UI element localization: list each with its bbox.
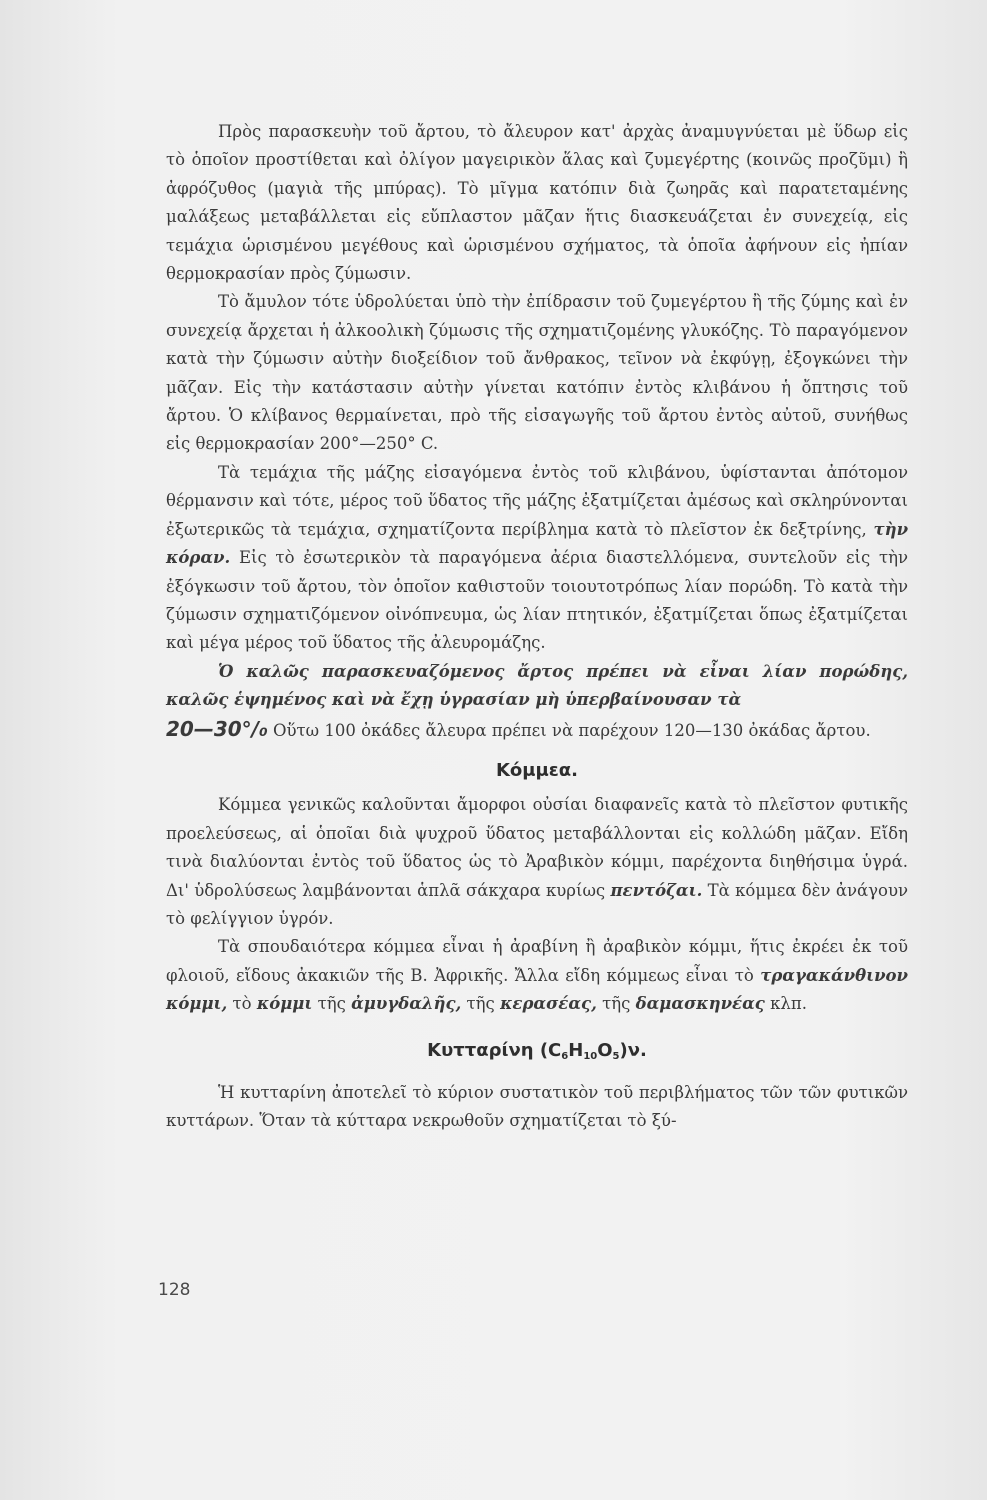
emphasis-tragakanth: τραγακάνθινον κόμμι, — [166, 965, 909, 1014]
cellulose-heading-suffix: )ν. — [619, 1039, 647, 1061]
paragraph-starch-fermentation: Τὸ ἄμυλον τότε ὑδρολύεται ὑπὸ τὴν ἐπίδρασιν τοῦ ζυμεγέρτου ἢ τῆς ζύμης καὶ ἐν συνεχείᾳ ἄρχεται ἡ ἀλκοολικὴ ζύμωσις τῆς σχηματιζομένης γλυκόζης. Τὸ παραγόμενον κατὰ τὴν ζύμωσιν αὐτὴν διοξείδιον τοῦ ἄνθρακος, τεῖνον νὰ ἐκφύγῃ, ἐξογκώνει τὴν μᾶζαν. Εἰς τὴν κατάστασιν αὐτὴν γίνεται κατόπιν ἐντὸς κλιβάνου ἡ ὄπτησις τοῦ ἄρτου. Ὁ κλίβανος θερμαίνεται, πρὸ τῆς εἰσαγωγῆς τοῦ ἄρτου ἐντὸς αὐτοῦ, συνήθως εἰς θερμοκρασίαν 200°—250° C. — [166, 292, 908, 454]
kommea-types-text: Τὰ σπουδαιότερα κόμμεα εἶναι ἡ ἀραβίνη ἢ ἀραβικὸν κόμμι, ἥτις ἐκρέει ἐκ τοῦ φλοιοῦ, εἴδους ἀκακιῶν τῆς Β. Ἀφρικῆς. Ἄλλα εἴδη κόμμεως εἶναι τὸ — [166, 937, 908, 985]
page-number: 128 — [158, 1280, 191, 1300]
kommea-mid-3: τῆς — [466, 994, 495, 1014]
kommea-end: κλπ. — [770, 994, 807, 1014]
cellulose-sub-h: 10 — [583, 1050, 598, 1062]
cellulose-heading-h: H — [568, 1039, 584, 1061]
emphasis-moisture-range: 20—30°/₀ — [166, 716, 268, 741]
emphasis-plum: δαμασκηνέας — [635, 994, 765, 1014]
paragraph-kommea-types — [166, 933, 908, 1018]
emphasis-good-bread: Ὁ καλῶς παρασκευαζόμενος ἄρτος πρέπει νὰ εἶναι λίαν πορώδης, καλῶς ἑψημένος καὶ νὰ ἔχῃ ὑγρασίαν μὴ ὑπερβαίνουσαν τὰ — [166, 661, 908, 710]
section-heading-kommea: Κόμμεα. — [495, 759, 579, 781]
paragraph-bread-prep: Πρὸς παρασκευὴν τοῦ ἄρτου, τὸ ἄλευρον κατ' ἀρχὰς ἀναμυγνύεται μὲ ὕδωρ εἰς τὸ ὁποῖον προστίθεται καὶ ὀλίγον μαγειρικὸν ἅλας καὶ ζυμεγέρτης (κοινῶς προζῦμι) ἢ ἀφρόζυθος (μαγιὰ τῆς μπύρας). Τὸ μῖγμα κατόπιν διὰ ζωηρᾶς καὶ παρατεταμένης μαλάξεως μεταβάλλεται εἰς εὔπλαστον μᾶζαν ἥτις διασκευάζεται ἐν συνεχείᾳ, εἰς τεμάχια ὡρισμένου μεγέθους καὶ ὡρισμένου σχήματος, τὰ ὁποῖα ἀφήνουν εἰς ἠπίαν θερμοκρασίαν πρὸς ζύμωσιν. — [166, 122, 908, 284]
paragraph-oven-text-b: Εἰς τὸ ἐσωτερικὸν τὰ παραγόμενα ἀέρια διαστελλόμενα, συντελοῦν εἰς τὴν ἐξόγκωσιν τοῦ ἄρτου, τὸν ὁποῖον καθιστοῦν τοιουτοτρόπως λίαν πορώδη. Τὸ κατὰ τὴν ζύμωσιν σχηματιζόμενον οἰνόπνευμα, ὡς λίαν πτητικόν, ἐξατμίζεται ὅπως ἐξατμίζεται καὶ μέγα μέρος τοῦ ὕδατος τῆς ἀλευρομάζης. — [166, 548, 908, 653]
paragraph-oven-baking — [166, 459, 908, 658]
emphasis-cherry: κερασέας, — [500, 994, 597, 1014]
paragraph-kommea-def — [166, 791, 908, 933]
paragraph-good-bread — [166, 658, 908, 745]
emphasis-almond: ἀμυγδαλῆς, — [351, 994, 462, 1014]
cellulose-heading-o: O — [597, 1039, 613, 1061]
paragraph-oven-text-a: Τὰ τεμάχια τῆς μάζης εἰσαγόμενα ἐντὸς τοῦ κλιβάνου, ὑφίστανται ἀπότομον θέρμανσιν καὶ τότε, μέρος τοῦ ὕδατος τῆς μάζης ἐξατμίζεται ἀμέσως καὶ σκληρύνονται ἐξωτερικῶς τὰ τεμάχια, σχηματίζοντα περίβλημα κατὰ τὸ πλεῖστον ἐκ δεξτρίνης, — [166, 462, 908, 539]
kommea-mid-2: τῆς — [317, 994, 346, 1014]
paragraph-good-bread-text: Οὕτω 100 ὀκάδες ἄλευρα πρέπει νὰ παρέχουν 120—130 ὀκάδας ἄρτου. — [272, 720, 871, 740]
cellulose-heading-prefix: Κυτταρίνη (C — [427, 1039, 562, 1061]
cellulose-sub-o: 5 — [612, 1050, 620, 1062]
kommea-mid-4: τῆς — [602, 994, 631, 1014]
emphasis-kommi: κόμμι — [256, 994, 313, 1014]
cellulose-sub-c: 6 — [561, 1050, 569, 1062]
paragraph-kommea-text: Κόμμεα γενικῶς καλοῦνται ἄμορφοι οὐσίαι διαφανεῖς κατὰ τὸ πλεῖστον φυτικῆς προελεύσεως, αἱ ὁποῖαι διὰ ψυχροῦ ὕδατος μεταβάλλονται εἰς κολλώδη μᾶζαν. Εἴδη τινὰ διαλύονται ἐντὸς τοῦ ὕδατος ὡς τὸ Ἀραβικὸν κόμμι, παρέχοντα διηθήσιμα ὑγρά. Δι' ὑδρολύσεως λαμβάνονται ἁπλᾶ σάκχαρα κυρίως — [166, 795, 908, 900]
section-heading-cellulose — [166, 1037, 908, 1071]
emphasis-pentoses: πεντόζαι. — [610, 880, 703, 900]
paragraph-kommea-text-b: Τὰ κόμμεα δὲν ἀνάγουν τὸ φελίγγιον ὑγρόν. — [166, 880, 909, 928]
page-text — [166, 118, 908, 1136]
paragraph-cellulose: Ἡ κυτταρίνη ἀποτελεῖ τὸ κύριον συστατικὸν τοῦ περιβλήματος τῶν τῶν φυτικῶν κυττάρων. Ὅταν τὰ κύτταρα νεκρωθοῦν σχηματίζεται τὸ ξύ- — [166, 1083, 908, 1131]
kommea-mid-1: τὸ — [232, 994, 252, 1014]
emphasis-kora: τὴν κόραν. — [166, 519, 909, 568]
